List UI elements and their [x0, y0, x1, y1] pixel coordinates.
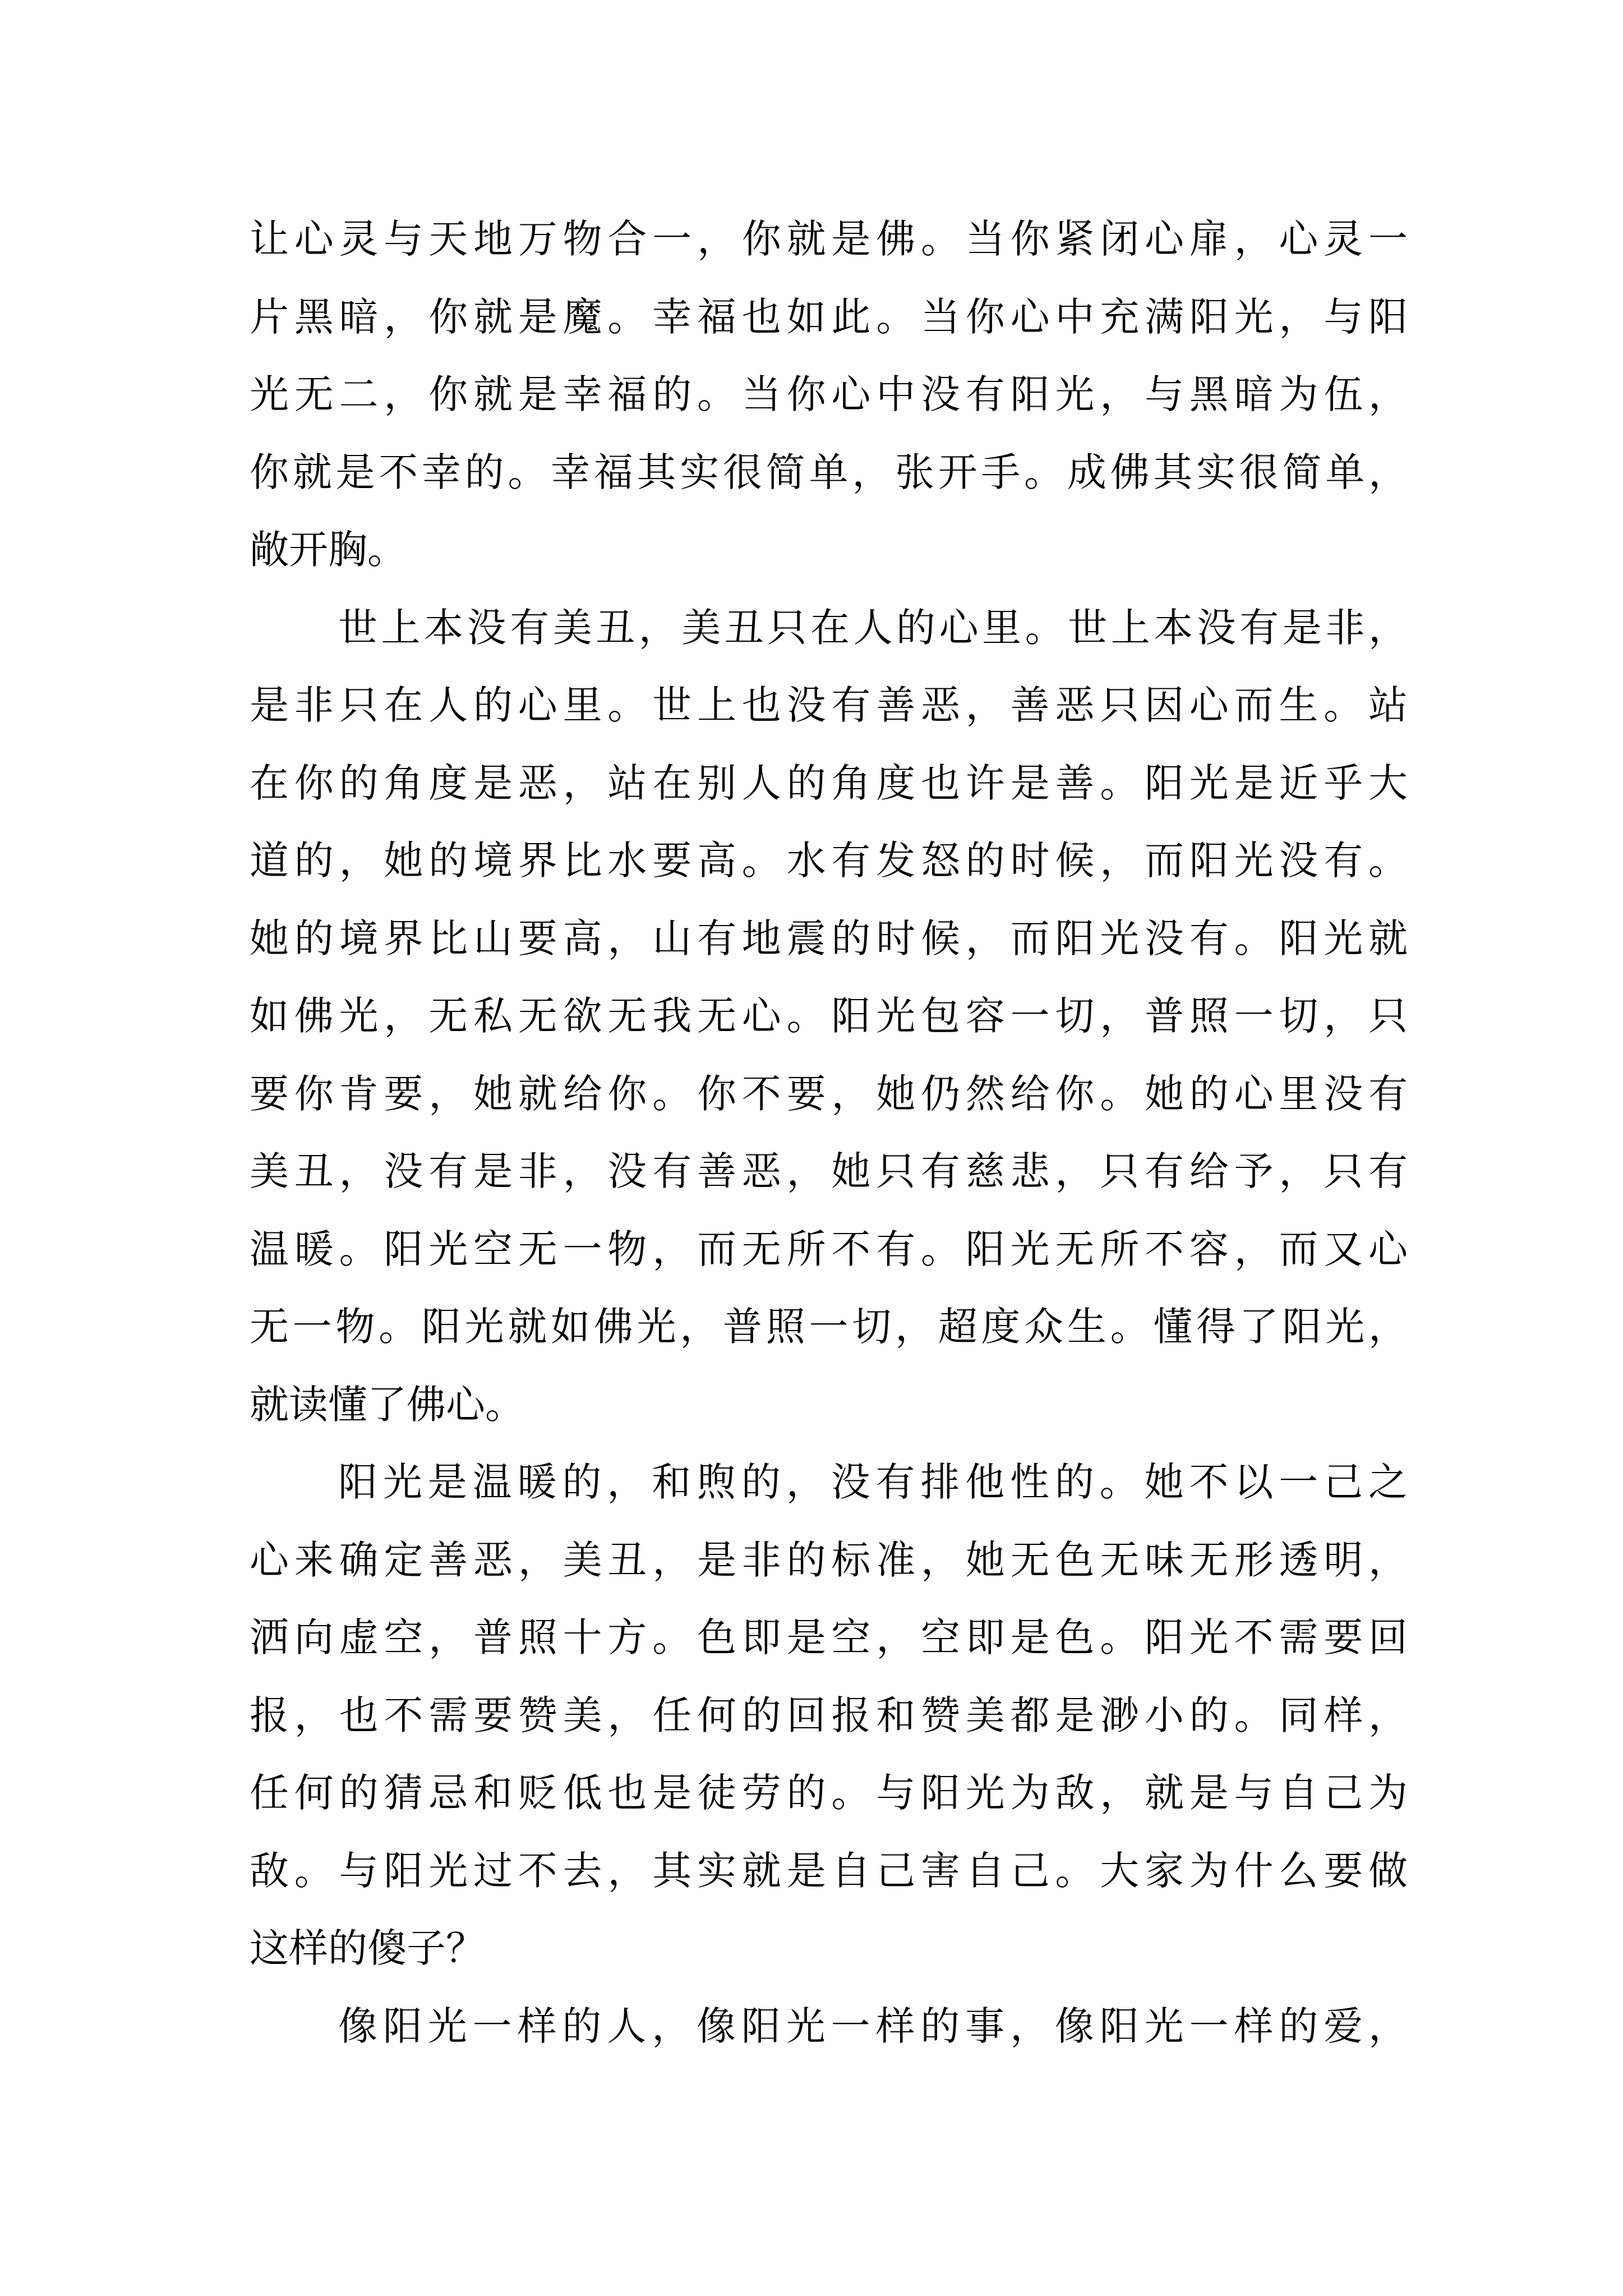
text-line: 敌。与阳光过不去，其实就是自己害自己。大家为什么要做 [250, 1847, 1413, 1894]
text-line: 让心灵与天地万物合一，你就是佛。当你紧闭心扉，心灵一 [250, 216, 1413, 262]
text-line: 世上本没有美丑，美丑只在人的心里。世上本没有是非， [338, 604, 1412, 651]
text-line: 是非只在人的心里。世上也没有善恶，善恶只因心而生。站 [250, 682, 1413, 728]
text-line: 光无二，你就是幸福的。当你心中没有阳光，与黑暗为伍， [250, 371, 1413, 417]
text-line: 温暖。阳光空无一物，而无所不有。阳光无所不容，而又心 [250, 1226, 1413, 1272]
text-line: 洒向虚空，普照十方。色即是空，空即是色。阳光不需要回 [250, 1614, 1413, 1660]
text-line: 她的境界比山要高，山有地震的时候，而阳光没有。阳光就 [250, 915, 1413, 961]
text-line: 片黑暗，你就是魔。幸福也如此。当你心中充满阳光，与阳 [250, 293, 1413, 340]
paragraph [250, 1987, 1413, 2065]
text-line: 在你的角度是恶，站在别人的角度也许是善。阳光是近乎大 [250, 760, 1413, 806]
text-line: 这样的傻子？ [250, 1925, 485, 1971]
text-line: 美丑，没有是非，没有善恶，她只有慈悲，只有给予，只有 [250, 1148, 1413, 1194]
text-line: 心来确定善恶，美丑，是非的标准，她无色无味无形透明， [250, 1536, 1413, 1583]
text-line: 如佛光，无私无欲无我无心。阳光包容一切，普照一切，只 [250, 993, 1413, 1039]
text-line: 道的，她的境界比水要高。水有发怒的时候，而阳光没有。 [250, 838, 1413, 884]
text-line: 敞开胸。 [250, 527, 407, 573]
text-line: 阳光是温暖的，和煦的，没有排他性的。她不以一己之 [338, 1459, 1413, 1505]
text-line: 就读懂了佛心。 [250, 1381, 524, 1428]
paragraph [250, 1443, 1413, 1987]
text-line: 报，也不需要赞美，任何的回报和赞美都是渺小的。同样， [250, 1692, 1413, 1738]
body-text [250, 200, 1413, 2065]
paragraph [250, 589, 1413, 1444]
text-line: 你就是不幸的。幸福其实很简单，张开手。成佛其实很简单， [250, 449, 1412, 495]
paragraph [250, 200, 1413, 589]
text-line: 像阳光一样的人，像阳光一样的事，像阳光一样的爱， [338, 2003, 1413, 2049]
text-line: 要你肯要，她就给你。你不要，她仍然给你。她的心里没有 [250, 1070, 1413, 1117]
text-line: 无一物。阳光就如佛光，普照一切，超度众生。懂得了阳光， [250, 1304, 1412, 1350]
text-line: 任何的猜忌和贬低也是徒劳的。与阳光为敌，就是与自己为 [250, 1770, 1413, 1816]
